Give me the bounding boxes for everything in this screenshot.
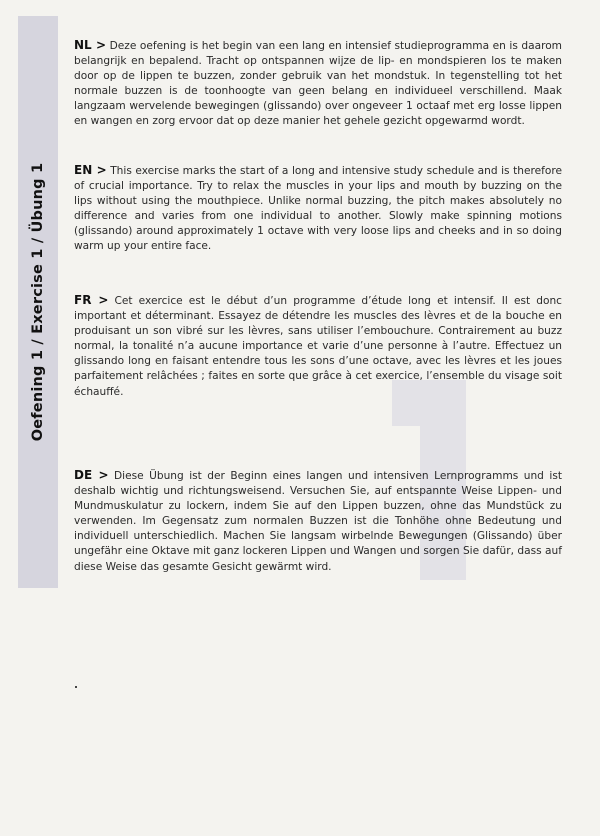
section-en — [74, 163, 562, 255]
section-de-text: Diese Übung ist der Beginn eines langen und intensiven Lernprogramms und ist deshalb wichtig und richtungsweisend. Versuchen Sie, auf entspannte Weise Lippen- und Mundmuskulatur zu lockern, indem Sie auf den Lippen buzzen, ohne das Mundstück zu verwenden. Im Gegensatz zum normalen Buzzen ist die Tonhöhe ohne Bedeutung und individuell unterschiedlich. Machen Sie langsam wirbelnde Bewegungen (Glissando) über ungefähr eine Oktave mit ganz lockeren Lippen und Wangen und sorgen Sie dafür, dass auf diese Weise das gesamte Gesicht gewärmt wird. — [74, 470, 562, 573]
section-de — [74, 468, 562, 575]
section-fr-text: Cet exercice est le début d’un programme d’étude long et intensif. Il est donc important et déterminant. Essayez de détendre les muscles des lèvres et de la bouche en produisant un son vibré sur les lèvres, sans utiliser l’embouchure. Contrairement au buzz normal, la tonalité n’a aucune importance et varie d’une personne à l’autre. Effectuez un glissando long en faisant entendre tous les sons d’une octave, avec les lèvres et les joues parfaitement relâchées ; faites en sorte que grâce à cet exercice, l’ensemble du visage soit échauffé. — [74, 295, 563, 398]
section-nl — [74, 38, 562, 130]
section-fr-code: FR > — [74, 293, 109, 307]
section-nl-text: Deze oefening is het begin van een lang en intensief studieprogramma en is daarom belangrijk en bepalend. Tracht op ontspannen wijze de lip- en mondspieren los te maken door op de lippen te buzzen, zonder gebruik van het mondstuk. In tegenstelling tot het normale buzzen is de toonhoogte van geen belang en individueel verschillend. Maak langzaam wervelende bewegingen (glissando) over ongeveer 1 octaaf met erg losse lippen en wangen en zorg ervoor dat op deze manier het gehele gezicht opgewarmd wordt. — [74, 40, 562, 128]
section-nl-code: NL > — [74, 38, 107, 52]
section-en-code: EN > — [74, 163, 107, 177]
side-title: Oefening 1 / Exercise 1 / Übung 1 — [30, 162, 46, 442]
section-en-text: This exercise marks the start of a long and intensive study schedule and is therefore of crucial importance. Try to relax the muscles in your lips and mouth by buzzing on the lips without using the mouthpiece. Unlike normal buzzing, the pitch makes absolutely no difference and varies from one individual to another. Slowly make spinning motions (glissando) around approximately 1 octave with very loose lips and cheeks and in so doing warm up your entire face. — [74, 165, 562, 253]
section-fr — [74, 293, 562, 400]
stray-mark — [75, 686, 77, 688]
section-de-code: DE > — [74, 468, 109, 482]
